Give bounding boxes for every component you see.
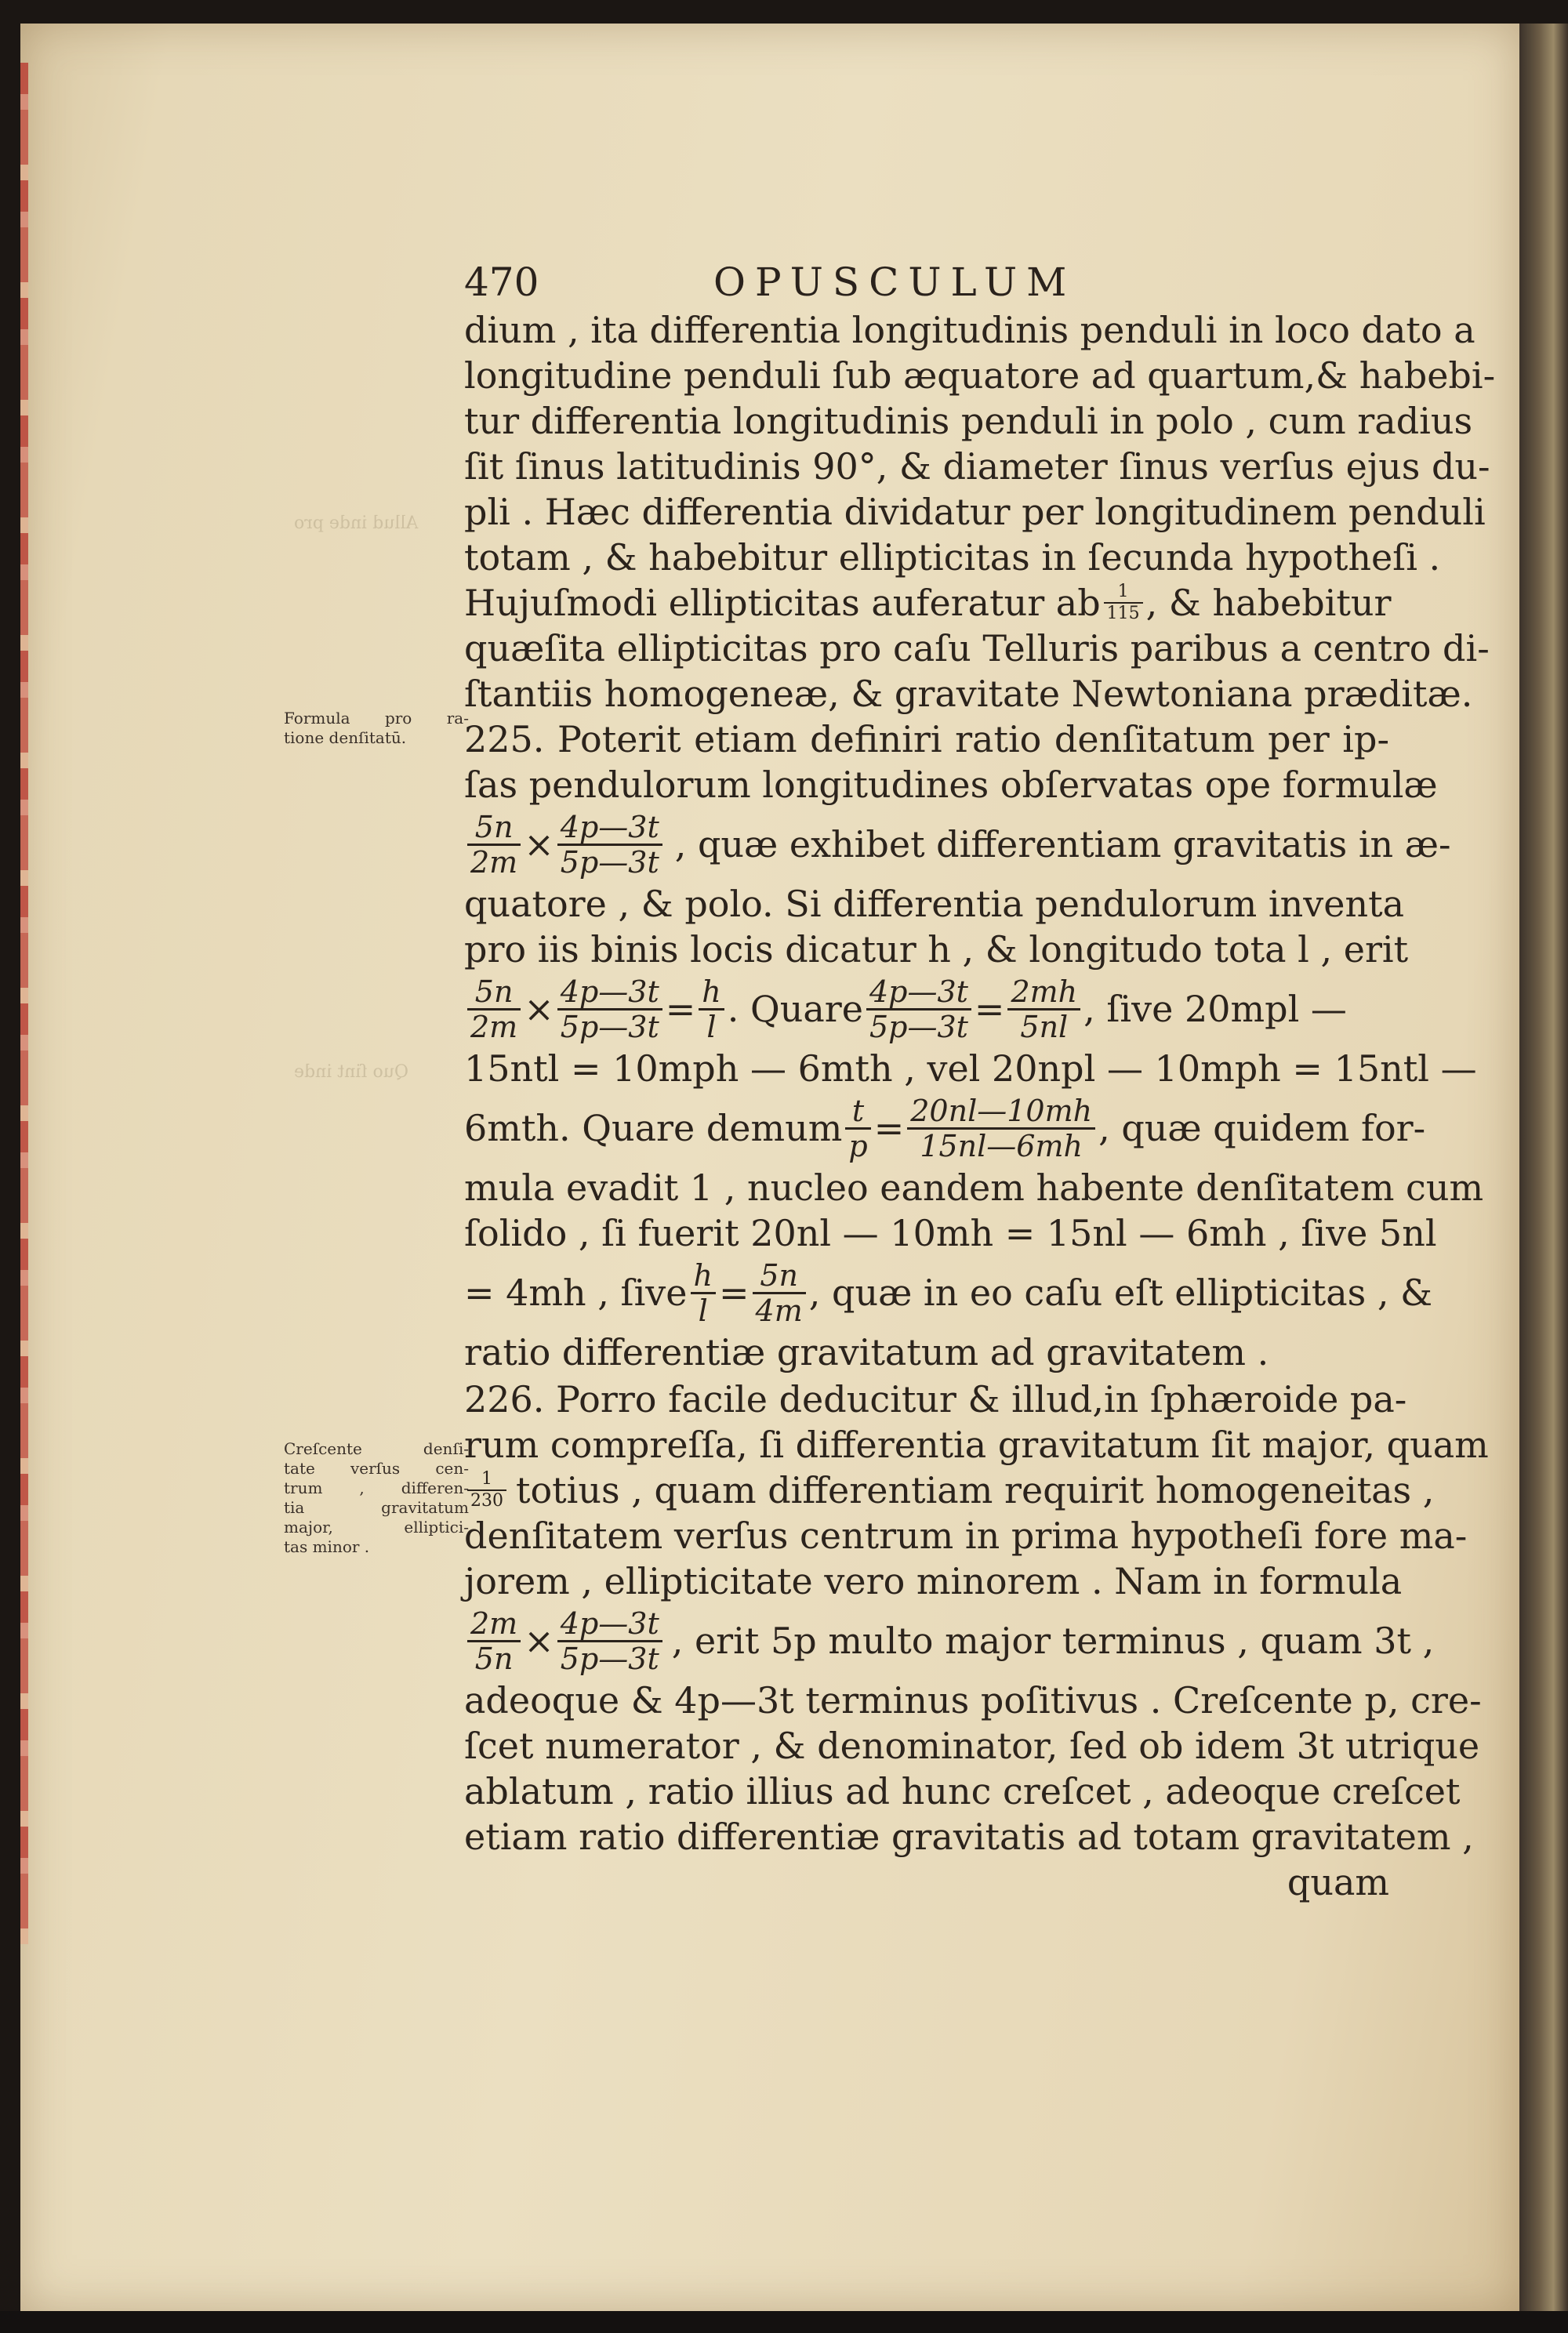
text-line: longitudine penduli ſub æquatore ad quartum,& habebi-: [464, 354, 1496, 397]
text-line: jorem , ellipticitate vero minorem . Nam in formula: [464, 1560, 1403, 1602]
fraction-1-115: $\frac{1}{115}$: [1104, 583, 1143, 622]
running-title: OPUSCULUM: [713, 259, 1076, 305]
fraction-h-l: $\frac{h}{l}$: [699, 977, 724, 1042]
equals-symbol: =: [873, 1107, 905, 1149]
fraction-4p-5p: $\frac{4p—3t}{5p—3t}$: [557, 812, 662, 877]
text-line: adeoque & 4p—3t terminus poſitivus . Creſcente p, cre-: [464, 1679, 1482, 1722]
fraction-20nl-15nl: $\frac{20nl—10mh}{15nl—6mh}$: [907, 1096, 1095, 1161]
times-symbol: ×: [524, 1620, 554, 1662]
book-spine-edge: [1519, 24, 1568, 2333]
catchword: quam: [1287, 1861, 1389, 1903]
formula-line: [464, 1604, 1435, 1678]
equals-symbol: =: [718, 1272, 750, 1314]
text-line: ablatum , ratio illius ad hunc creſcet , adeoque creſcet: [464, 1770, 1461, 1812]
text-segment: = 4mh , ſive: [464, 1272, 688, 1314]
text-line: ratio differentiæ gravitatum ad gravitatem .: [464, 1331, 1269, 1373]
text-line-with-fraction: [464, 580, 1392, 626]
red-page-edge: [20, 63, 28, 1944]
margin-note-crescente: Creſcente denſi- tate verſus cen- trum , differen- tia gravitatum major, elliptici- tas minor .: [284, 1439, 469, 1556]
page-number: 470: [464, 259, 539, 305]
text-line: 15ntl = 10mph — 6mth , vel 20npl — 10mph = 15ntl —: [464, 1047, 1477, 1090]
bleed-through-text: Quo ſint inde: [294, 1062, 408, 1082]
fraction-2m-5n: $\frac{2m}{5n}$: [467, 1609, 521, 1674]
paragraph-226-start: 226. Porro facile deducitur & illud,in ſphæroide pa-: [464, 1378, 1407, 1420]
equals-symbol: =: [665, 988, 696, 1030]
text-line: ſcet numerator , & denominator, ſed ob idem 3t utrique: [464, 1725, 1480, 1767]
text-segment: , ſive 20mpl —: [1083, 988, 1347, 1030]
text-segment: , quæ quidem for-: [1098, 1107, 1426, 1149]
text-segment: totius , quam differentiam requirit homogeneitas ,: [516, 1469, 1435, 1511]
text-segment: , & habebitur: [1145, 582, 1392, 624]
text-segment: , quæ exhibet differentiam gravitatis in æ-: [674, 823, 1451, 865]
fraction-1-230: $\frac{1}{230}$: [467, 1471, 506, 1510]
text-line-with-fraction: [464, 1468, 1435, 1513]
text-line: mula evadit 1 , nucleo eandem habente denſitatem cum: [464, 1166, 1484, 1209]
text-line: quæſita ellipticitas pro caſu Telluris paribus a centro di-: [464, 627, 1490, 669]
fraction-5n-2m: $\frac{5n}{2m}$: [467, 812, 521, 877]
fraction-h-l: $\frac{h}{l}$: [691, 1261, 716, 1326]
equals-symbol: =: [974, 988, 1005, 1030]
text-line: dium , ita differentia longitudinis penduli in loco dato a: [464, 309, 1475, 351]
fraction-4p-5p: $\frac{4p—3t}{5p—3t}$: [557, 1609, 662, 1674]
formula-line: [464, 972, 1389, 1046]
text-line: etiam ratio differentiæ gravitatis ad totam gravitatem ,: [464, 1816, 1474, 1858]
formula-line: [464, 807, 1451, 881]
fraction-4p-5p: $\frac{4p—3t}{5p—3t}$: [557, 977, 662, 1042]
text-segment: , erit 5p multo major terminus , quam 3t ,: [671, 1620, 1435, 1662]
times-symbol: ×: [524, 823, 554, 865]
times-symbol: ×: [524, 988, 554, 1030]
text-line: quatore , & polo. Si differentia pendulorum inventa: [464, 883, 1405, 925]
text-line: ſolido , ſi fuerit 20nl — 10mh = 15nl — 6mh , ſive 5nl: [464, 1212, 1437, 1254]
text-line: tur differentia longitudinis penduli in polo , cum radius: [464, 400, 1473, 442]
fraction-2mh-5nl: $\frac{2mh}{5nl}$: [1007, 977, 1080, 1042]
formula-line: [464, 1091, 1426, 1165]
text-line: rum compreſſa, ſi differentia gravitatum ſit major, quam: [464, 1424, 1489, 1466]
bottom-edge: [0, 2311, 1568, 2333]
fraction-5n-2m: $\frac{5n}{2m}$: [467, 977, 521, 1042]
text-line: pro iis binis locis dicatur h , & longitudo tota l , erit: [464, 928, 1409, 971]
text-line: totam , & habebitur ellipticitas in ſecunda hypotheſi .: [464, 536, 1441, 579]
text-segment: 6mth. Quare demum: [464, 1107, 843, 1149]
text-segment: , quæ in eo caſu eſt ellipticitas , &: [808, 1272, 1433, 1314]
text-segment: Hujuſmodi ellipticitas auferatur ab: [464, 582, 1101, 624]
text-line: ſas pendulorum longitudines obſervatas ope formulæ: [464, 764, 1438, 806]
text-line: pli . Hæc differentia dividatur per longitudinem penduli: [464, 491, 1486, 533]
paragraph-225-start: 225. Poterit etiam definiri ratio denſitatum per ip-: [464, 718, 1389, 760]
text-segment: . Quare: [727, 988, 863, 1030]
margin-note-formula: Formula pro ra- tione denſitatū.: [284, 709, 469, 747]
text-line: denſitatem verſus centrum in prima hypotheſi fore ma-: [464, 1515, 1468, 1557]
fraction-t-p: $\frac{t}{p}$: [845, 1096, 870, 1161]
text-line: ſtantiis homogeneæ, & gravitate Newtoniana præditæ.: [464, 673, 1473, 715]
bleed-through-text: Allud inde pro: [294, 513, 419, 533]
fraction-5n-4m: $\frac{5n}{4m}$: [753, 1261, 806, 1326]
fraction-4p-5p: $\frac{4p—3t}{5p—3t}$: [866, 977, 971, 1042]
text-line: ſit ſinus latitudinis 90°, & diameter ſinus verſus ejus du-: [464, 445, 1490, 488]
page-header: [464, 259, 1389, 306]
formula-line: [464, 1256, 1433, 1330]
